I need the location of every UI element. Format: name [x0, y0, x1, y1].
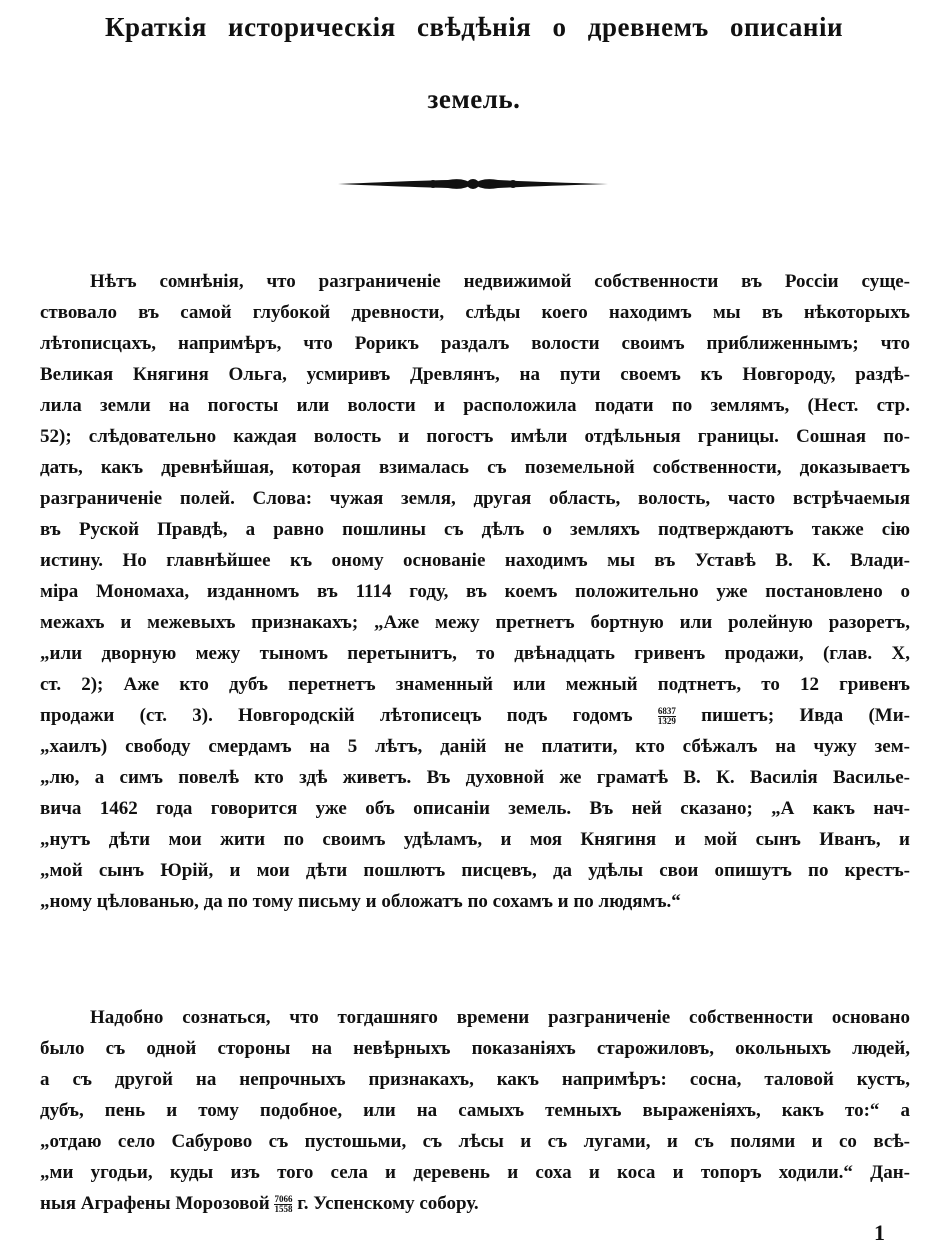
text-line: „хаилъ) свободу смердамъ на 5 лѣтъ, даній не платити, кто сбѣжалъ на чужу зем- — [40, 736, 910, 757]
text-line: ст. 2); Аже кто дубъ перетнетъ знаменный или межный подтнетъ, то 12 гривенъ — [40, 674, 910, 695]
text-line: „мой сынъ Юрій, и мои дѣти пошлютъ писцевъ, да удѣлы свои опишутъ по крестъ- — [40, 860, 910, 881]
text-line: а съ другой на непрочныхъ признакахъ, какъ напримѣръ: сосна, таловой кустъ, — [40, 1069, 910, 1090]
text-line-with-year — [40, 700, 910, 731]
text-line: дать, какъ древнѣйшая, которая взималась съ поземельной собственности, доказываетъ — [40, 457, 910, 478]
text-line: „или дворную межу тыномъ перетынитъ, то двѣнадцать гривенъ продажи, (глав. X, — [40, 643, 910, 664]
text-line: лѣтописцахъ, напримѣръ, что Рорикъ раздалъ волости своимъ приближеннымъ; что — [40, 333, 910, 354]
text-line: „ному цѣлованью, да по тому письму и обложатъ по сохамъ и по людямъ.“ — [40, 891, 681, 912]
title-line-1: Краткія историческія свѣдѣнія о древнемъ описаніи — [104, 12, 844, 42]
text-line-with-year — [40, 1188, 910, 1219]
text-line: Нѣтъ сомнѣнія, что разграниченіе недвижимой собственности въ Россіи суще- — [90, 271, 910, 292]
text-line: „лю, а симъ повелѣ кто здѣ живетъ. Въ духовной же граматѣ В. К. Василія Василье- — [40, 767, 910, 788]
text-line: Надобно сознаться, что тогдашняго времени разграниченіе собственности основано — [90, 1007, 910, 1028]
page-number: 1 — [874, 1220, 885, 1245]
year-top: 6837 — [657, 706, 676, 717]
text-line: „ми угодьи, куды изъ того села и деревень и соха и коса и топоръ ходили.“ Дан- — [40, 1162, 910, 1183]
text-line: въ Руской Правдѣ, а равно пошлины съ дѣлъ о земляхъ подтверждаютъ также сію — [40, 519, 910, 540]
text-line: 52); слѣдовательно каждая волость и погостъ имѣли отдѣльныя границы. Сошная по- — [40, 426, 910, 447]
ornament-divider-icon — [338, 174, 608, 194]
text-line: вича 1462 года говорится уже объ описаніи земель. Въ ней сказано; „А какъ нач- — [40, 798, 910, 819]
paragraph-2 — [40, 1002, 910, 1219]
year-bottom: 1558 — [274, 1204, 293, 1215]
text-line: истину. Но главнѣйшее къ оному основаніе находимъ мы въ Уставѣ В. К. Влади- — [40, 550, 910, 571]
text-segment: ныя Аграфены Морозовой — [40, 1193, 270, 1214]
text-line: лила земли на погосты или волости и расположила подати по землямъ, (Нест. стр. — [40, 395, 910, 416]
text-line: „нутъ дѣти мои жити по своимъ удѣламъ, и моя Княгиня и мой сынъ Иванъ, и — [40, 829, 910, 850]
title-line-2: земель. — [427, 84, 521, 114]
text-line: дубъ, пень и тому подобное, или на самыхъ темныхъ выраженіяхъ, какъ то:“ а — [40, 1100, 910, 1121]
text-line: межахъ и межевыхъ признакахъ; „Аже межу претнетъ бортную или ролейную разоретъ, — [40, 612, 910, 633]
year-fraction — [658, 707, 676, 726]
year-bottom: 1329 — [657, 716, 676, 727]
text-line: ствовало въ самой глубокой древности, слѣды коего находимъ мы въ нѣкоторыхъ — [40, 302, 910, 323]
year-top: 7066 — [274, 1194, 293, 1205]
text-line: было съ одной стороны на невѣрныхъ показаніяхъ старожиловъ, окольныхъ людей, — [40, 1038, 910, 1059]
text-line: „отдаю село Сабурово съ пустошьми, съ лѣсы и съ лугами, и съ полями и со всѣ- — [40, 1131, 910, 1152]
text-line: міра Мономаха, изданномъ въ 1114 году, въ коемъ положительно уже постановлено о — [40, 581, 910, 602]
text-segment: г. Успенскому собору. — [297, 1193, 479, 1214]
text-line: Великая Княгиня Ольга, усмиривъ Древлянъ, на пути своемъ къ Новгороду, раздѣ- — [40, 364, 910, 385]
paragraph-1 — [40, 266, 910, 917]
text-segment: продажи (ст. 3). Новгородскій лѣтописецъ подъ годомъ — [40, 705, 633, 726]
text-segment: пишетъ; Ивда (Ми- — [701, 705, 910, 726]
text-line: разграниченіе полей. Слова: чужая земля, другая область, волость, часто встрѣчаемыя — [40, 488, 910, 509]
year-fraction — [274, 1195, 292, 1214]
